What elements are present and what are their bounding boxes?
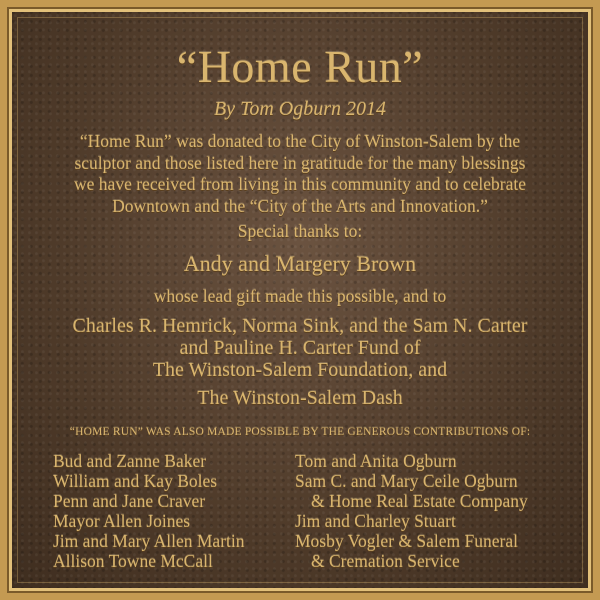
contributor-name: Bud and Zanne Baker <box>53 451 207 471</box>
contributor-name-continued: & Home Real Estate Company <box>311 491 528 511</box>
contributor-name: Jim and Mary Allen Martin <box>53 531 245 551</box>
special-thanks-heading: Special thanks to: <box>237 221 363 241</box>
dedication-line: we have received from living in this community and to celebrate <box>74 174 526 194</box>
funder-line: The Winston-Salem Foundation, and <box>152 359 448 381</box>
dedication-line: “Home Run” was donated to the City of Winston-Salem by the <box>79 131 521 151</box>
contributor-name: William and Kay Boles <box>53 471 218 491</box>
contributor-name: Mosby Vogler & Salem Funeral <box>295 531 518 551</box>
contributors-left-column <box>53 451 245 571</box>
dedication-line: sculptor and those listed here in gratitude for the many blessings <box>74 152 526 173</box>
dedication-line: Downtown and the “City of the Arts and Innovation.” <box>112 195 488 216</box>
contributor-name-continued: & Cremation Service <box>311 551 460 571</box>
funders-text <box>7 315 593 381</box>
dash-team-name: The Winston-Salem Dash <box>197 387 403 409</box>
contributor-name: Mayor Allen Joines <box>53 511 191 531</box>
funder-line: Charles R. Hemrick, Norma Sink, and the Sam N. Carter <box>72 315 528 337</box>
funder-line: and Pauline H. Carter Fund of <box>179 337 421 359</box>
contributor-name: Tom and Anita Ogburn <box>295 451 457 471</box>
lead-donor-name: Andy and Margery Brown <box>183 251 417 276</box>
lead-gift-text: whose lead gift made this possible, and to <box>153 286 447 306</box>
plaque-title: “Home Run” <box>176 41 424 92</box>
contributor-name: Sam C. and Mary Ceile Ogburn <box>295 471 518 491</box>
contributions-heading: “HOME RUN” WAS ALSO MADE POSSIBLE BY THE GENEROUS CONTRIBUTIONS OF: <box>69 426 531 438</box>
dedication-text <box>7 131 593 217</box>
contributors-right-column <box>295 451 528 571</box>
contributor-name: Penn and Jane Craver <box>53 491 206 511</box>
contributor-name: Jim and Charley Stuart <box>295 511 456 531</box>
artist-byline: By Tom Ogburn 2014 <box>213 98 387 120</box>
contributor-name: Allison Towne McCall <box>53 551 213 571</box>
